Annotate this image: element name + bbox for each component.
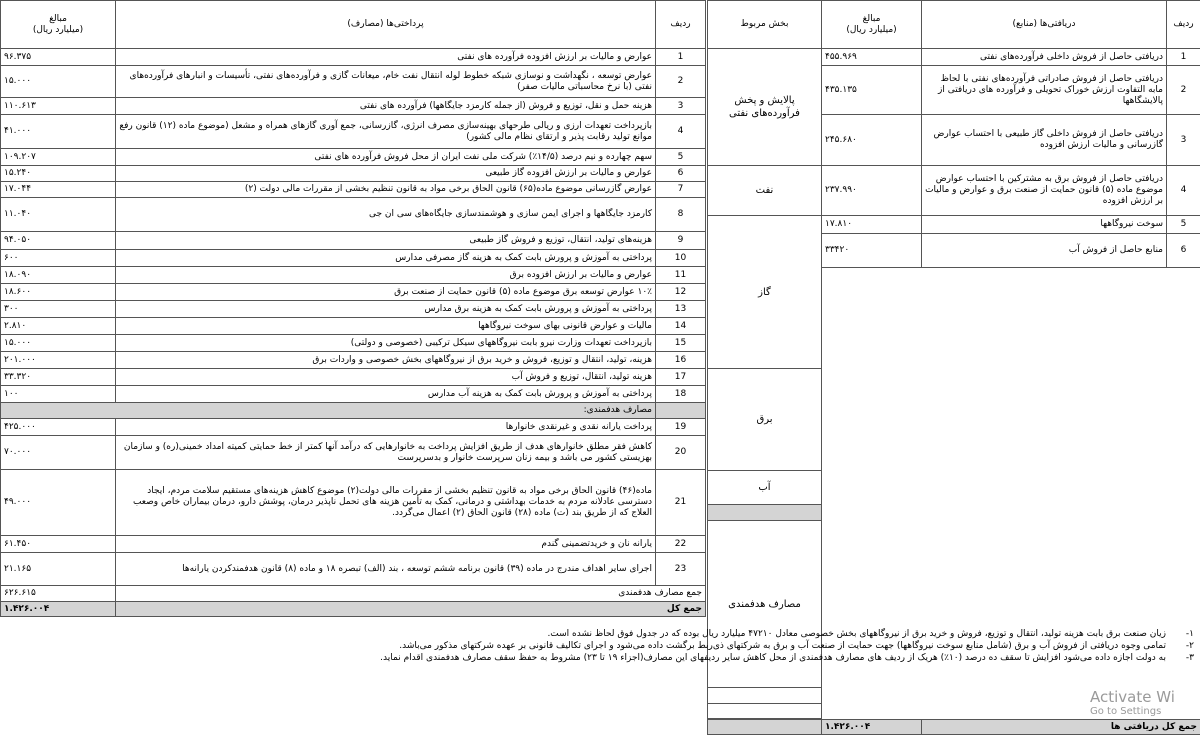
receipt-desc: دریافتی حاصل از فروش داخلی گاز طبیعی با احتساب عوارض گازرسانی و مالیات ارزش افزوده <box>922 115 1167 166</box>
row-amount: ۶۰۰ <box>1 250 116 267</box>
row-index: 12 <box>656 284 706 301</box>
row-amount: ۶۱.۴۵۰ <box>1 536 116 553</box>
row-amount: ۲۰۱.۰۰۰ <box>1 352 116 369</box>
row-index: 10 <box>656 250 706 267</box>
footnote-number: ۲- <box>1166 640 1194 652</box>
targeted-sum-label: جمع مصارف هدفمندی <box>116 586 706 602</box>
row-index: 9 <box>656 232 706 250</box>
row-index: 19 <box>656 419 706 436</box>
row-amount: ۱۵.۰۰۰ <box>1 335 116 352</box>
receipt-desc: منابع حاصل از فروش آب <box>922 234 1167 268</box>
receipt-desc: سوخت نیروگاهها <box>922 216 1167 234</box>
section-gas: گاز <box>708 216 822 369</box>
row-index: 6 <box>656 166 706 182</box>
receipt-index: 2 <box>1167 66 1200 115</box>
section-targeted: مصارف هدفمندی <box>708 521 822 688</box>
receipt-index: 1 <box>1167 49 1200 66</box>
row-desc: پرداختی به آموزش و پرورش بابت کمک به هزینه برق مدارس <box>116 301 656 318</box>
row-index: 5 <box>656 149 706 166</box>
row-amount: ۱۰۹.۲۰۷ <box>1 149 116 166</box>
header-receipt-index: ردیف <box>1167 1 1200 49</box>
row-desc: کارمزد جایگاهها و اجرای ایمن سازی و هوشمندسازی جایگاه‌های سی ان جی <box>116 198 656 232</box>
row-amount: ۴۹.۰۰۰ <box>1 470 116 536</box>
row-desc: عوارض و مالیات بر ارزش افزوده برق <box>116 267 656 284</box>
row-index: 16 <box>656 352 706 369</box>
receipt-index: 3 <box>1167 115 1200 166</box>
row-index: 14 <box>656 318 706 335</box>
row-desc: پرداخت یارانه نقدی و غیرنقدی خانوارها <box>116 419 656 436</box>
section-refining: پالایش و پخش فرآورده‌های نفتی <box>708 49 822 166</box>
row-amount: ۴۲۵.۰۰۰ <box>1 419 116 436</box>
grand-total-label: جمع کل <box>116 602 706 617</box>
section-total-spacer <box>708 720 822 735</box>
row-desc: عوارض و مالیات بر ارزش افزوده فرآورده های نفتی <box>116 49 656 66</box>
row-index: 7 <box>656 182 706 198</box>
receipts-total-value: ۱.۴۲۶.۰۰۴ <box>822 720 922 735</box>
row-desc: یارانه نان و خریدتضمینی گندم <box>116 536 656 553</box>
row-desc: بازپرداخت تعهدات ارزی و ریالی طرحهای بهینه‌سازی مصرف انرژی، گازرسانی، جمع آوری گازهای همراه و مشعل (موضوع ماده (۱۲) قانون رفع موانع تولید رقابت پذیر و ارتقای نظام مالی کشور) <box>116 115 656 149</box>
row-desc: اجرای سایر اهداف مندرج در ماده (۳۹) قانون برنامه ششم توسعه ، بند (الف) تبصره ۱۸ و ماده (۸) قانون هدفمندکردن یارانه‌ها <box>116 553 656 586</box>
row-desc: عوارض توسعه ، نگهداشت و نوسازی شبکه خطوط لوله انتقال نفت خام، میعانات گازی و فرآورده‌های نفتی، تأسیسات و انبارهای فرآورده‌های نفتی (با نرخ محاسباتی مالیات صفر) <box>116 66 656 98</box>
section-spacer <box>708 505 822 521</box>
row-desc: سهم چهارده و نیم درصد (۱۴/۵٪) شرکت ملی نفت ایران از محل فروش فرآورده های نفتی <box>116 149 656 166</box>
row-desc: هزینه، تولید، انتقال و توزیع، فروش و خرید برق از نیروگاههای بخش خصوصی و واردات برق <box>116 352 656 369</box>
footnote-text: تمامی وجوه دریافتی از فروش آب و برق (شامل منابع سوخت نیروگاهها) جهت حمایت از صنعت آب و برق به شرکتهای ذی‌ربط برگشت داده می‌شود و اجرای تکالیف قانونی بر عهده شرکتهای مذکور می‌باشد. <box>399 640 1166 652</box>
header-amount: مبالغ (میلیارد ریال) <box>1 1 116 49</box>
row-amount: ۱۵.۲۴۰ <box>1 166 116 182</box>
targeted-sum-value: ۶۲۶.۶۱۵ <box>1 586 116 602</box>
section-water: آب <box>708 471 822 505</box>
receipt-amount: ۴۵۵.۹۶۹ <box>822 49 922 66</box>
row-amount: ۱۸.۶۰۰ <box>1 284 116 301</box>
row-amount: ۷۰.۰۰۰ <box>1 436 116 470</box>
row-index: 18 <box>656 386 706 403</box>
footnote <box>0 652 1200 664</box>
receipts-total-label: جمع کل دریافتی ها <box>922 720 1200 735</box>
targeted-header-spacer <box>656 403 706 419</box>
header-desc: پرداختی‌ها (مصارف) <box>116 1 656 49</box>
row-index: 11 <box>656 267 706 284</box>
row-amount: ۳۰۰ <box>1 301 116 318</box>
row-amount: ۳۳.۳۲۰ <box>1 369 116 386</box>
receipt-amount: ۲۴۵.۶۸۰ <box>822 115 922 166</box>
row-amount: ۹۴.۰۵۰ <box>1 232 116 250</box>
header-receipt-desc: دریافتی‌ها (منابع) <box>922 1 1167 49</box>
header-receipt-amount: مبالغ (میلیارد ریال) <box>822 1 922 49</box>
row-index: 4 <box>656 115 706 149</box>
row-index: 8 <box>656 198 706 232</box>
receipts-table <box>707 0 1200 735</box>
watermark-line1: Activate Wi <box>1090 688 1175 706</box>
footnote <box>0 640 1200 652</box>
row-desc: عوارض و مالیات بر ارزش افزوده گاز طبیعی <box>116 166 656 182</box>
row-desc: پرداختی به آموزش و پرورش بابت کمک به هزینه گاز مصرفی مدارس <box>116 250 656 267</box>
section-blank <box>708 704 822 719</box>
section-blank <box>708 688 822 704</box>
row-desc: ماده(۴۶) قانون الحاق برخی مواد به قانون تنظیم بخشی از مقررات مالی دولت(۲) موضوع کاهش هزینه‌های مستقیم سلامت مردم، ایجاد دسترسی عادلانه مردم به خدمات بهداشتی و درمانی، کمک به تأمین هزینه های تحمل ناپذیر درمان، پوشش دارو، درمان بیماران خاص وصعب العلاج که از طریق بند (ت) ماده (۲۸) قانون الحاق (۲) اعمال می‌گردد. <box>116 470 656 536</box>
receipt-amount: ۱۷.۸۱۰ <box>822 216 922 234</box>
row-amount: ۱۱.۰۴۰ <box>1 198 116 232</box>
header-section: بخش مربوط <box>708 1 822 49</box>
row-amount: ۱۸.۰۹۰ <box>1 267 116 284</box>
footnote <box>0 628 1200 640</box>
row-desc: مالیات و عوارض قانونی بهای سوخت نیروگاهها <box>116 318 656 335</box>
receipt-index: 4 <box>1167 166 1200 216</box>
section-oil: نفت <box>708 166 822 216</box>
row-index: 1 <box>656 49 706 66</box>
row-desc: هزینه تولید، انتقال، توزیع و فروش آب <box>116 369 656 386</box>
row-desc: پرداختی به آموزش و پرورش بابت کمک به هزینه آب مدارس <box>116 386 656 403</box>
footnotes <box>0 628 1200 664</box>
row-desc: کاهش فقر مطلق خانوارهای هدف از طریق افزایش پرداخت به خانوارهایی که درآمد آنها کمتر از خط حمایتی کمیته امداد خمینی(ره) و سازمان بهزیستی کشور می باشد و بیمه زنان سرپرست خانوار و بدسرپرست <box>116 436 656 470</box>
receipt-desc: دریافتی حاصل از فروش داخلی فرآورده‌های نفتی <box>922 49 1167 66</box>
row-amount: ۱۷.۰۴۴ <box>1 182 116 198</box>
footnote-number: ۳- <box>1166 652 1194 664</box>
receipt-amount: ۲۳۷.۹۹۰ <box>822 166 922 216</box>
row-desc: ۱۰٪ عوارض توسعه برق موضوع ماده (۵) قانون حمایت از صنعت برق <box>116 284 656 301</box>
row-index: 2 <box>656 66 706 98</box>
row-index: 21 <box>656 470 706 536</box>
row-amount: ۴۱.۰۰۰ <box>1 115 116 149</box>
row-index: 15 <box>656 335 706 352</box>
row-desc: هزینه حمل و نقل، توزیع و فروش (از جمله کارمزد جایگاهها) فرآورده های نفتی <box>116 98 656 115</box>
receipt-desc: دریافتی حاصل از فروش برق به مشترکین با احتساب عوارض موضوع ماده (۵) قانون حمایت از صنعت برق و عوارض و مالیات بر ارزش افزوده <box>922 166 1167 216</box>
row-index: 23 <box>656 553 706 586</box>
receipt-amount: ۴۳۵.۱۳۵ <box>822 66 922 115</box>
footnote-number: ۱- <box>1166 628 1194 640</box>
header-index: ردیف <box>656 1 706 49</box>
row-index: 20 <box>656 436 706 470</box>
row-amount: ۹۶.۳۷۵ <box>1 49 116 66</box>
row-amount: ۱۱۰.۶۱۳ <box>1 98 116 115</box>
row-desc: هزینه‌های تولید، انتقال، توزیع و فروش گاز طبیعی <box>116 232 656 250</box>
row-desc: عوارض گازرسانی موضوع ماده(۶۵) قانون الحاق برخی مواد به قانون تنظیم بخشی از مقررات مالی دولت (۲) <box>116 182 656 198</box>
section-power: برق <box>708 369 822 471</box>
payments-table <box>0 0 706 617</box>
row-amount: ۱۰۰ <box>1 386 116 403</box>
receipt-index: 6 <box>1167 234 1200 268</box>
row-amount: ۱۵.۰۰۰ <box>1 66 116 98</box>
targeted-header: مصارف هدفمندی: <box>1 403 656 419</box>
receipt-index: 5 <box>1167 216 1200 234</box>
row-index: 17 <box>656 369 706 386</box>
row-index: 22 <box>656 536 706 553</box>
footnote-text: زیان صنعت برق بابت هزینه تولید، انتقال و توزیع، فروش و خرید برق از نیروگاههای بخش خصوصی معادل ۴۷۲۱۰ میلیارد ریال بوده که در جدول فوق لحاظ نشده است. <box>547 628 1166 640</box>
row-index: 3 <box>656 98 706 115</box>
watermark-line2: Go to Settings <box>1090 706 1175 717</box>
receipt-amount: ۳۳۴۲۰ <box>822 234 922 268</box>
row-amount: ۲۱.۱۶۵ <box>1 553 116 586</box>
receipt-desc: دریافتی حاصل از فروش صادراتی فرآورده‌های نفتی با لحاظ مابه التفاوت ارزش خوراک تحویلی و فرآورده های دریافتی از پالایشگاهها <box>922 66 1167 115</box>
grand-total-value: ۱.۴۲۶.۰۰۴ <box>1 602 116 617</box>
footnote-text: به دولت اجازه داده می‌شود افزایش تا سقف ده درصد (۱۰٪) هریک از ردیف های مصارف هدفمندی از محل کاهش سایر ردیفهای این مصارف(اجزاء ۱۹ تا ۲۳) مشروط به حفظ سقف مصارف هدفمندی اقدام نماید. <box>380 652 1166 664</box>
row-amount: ۲.۸۱۰ <box>1 318 116 335</box>
row-desc: بازپرداخت تعهدات وزارت نیرو بابت نیروگاههای سیکل ترکیبی (خصوصی و دولتی) <box>116 335 656 352</box>
activation-watermark <box>1090 688 1175 717</box>
row-index: 13 <box>656 301 706 318</box>
